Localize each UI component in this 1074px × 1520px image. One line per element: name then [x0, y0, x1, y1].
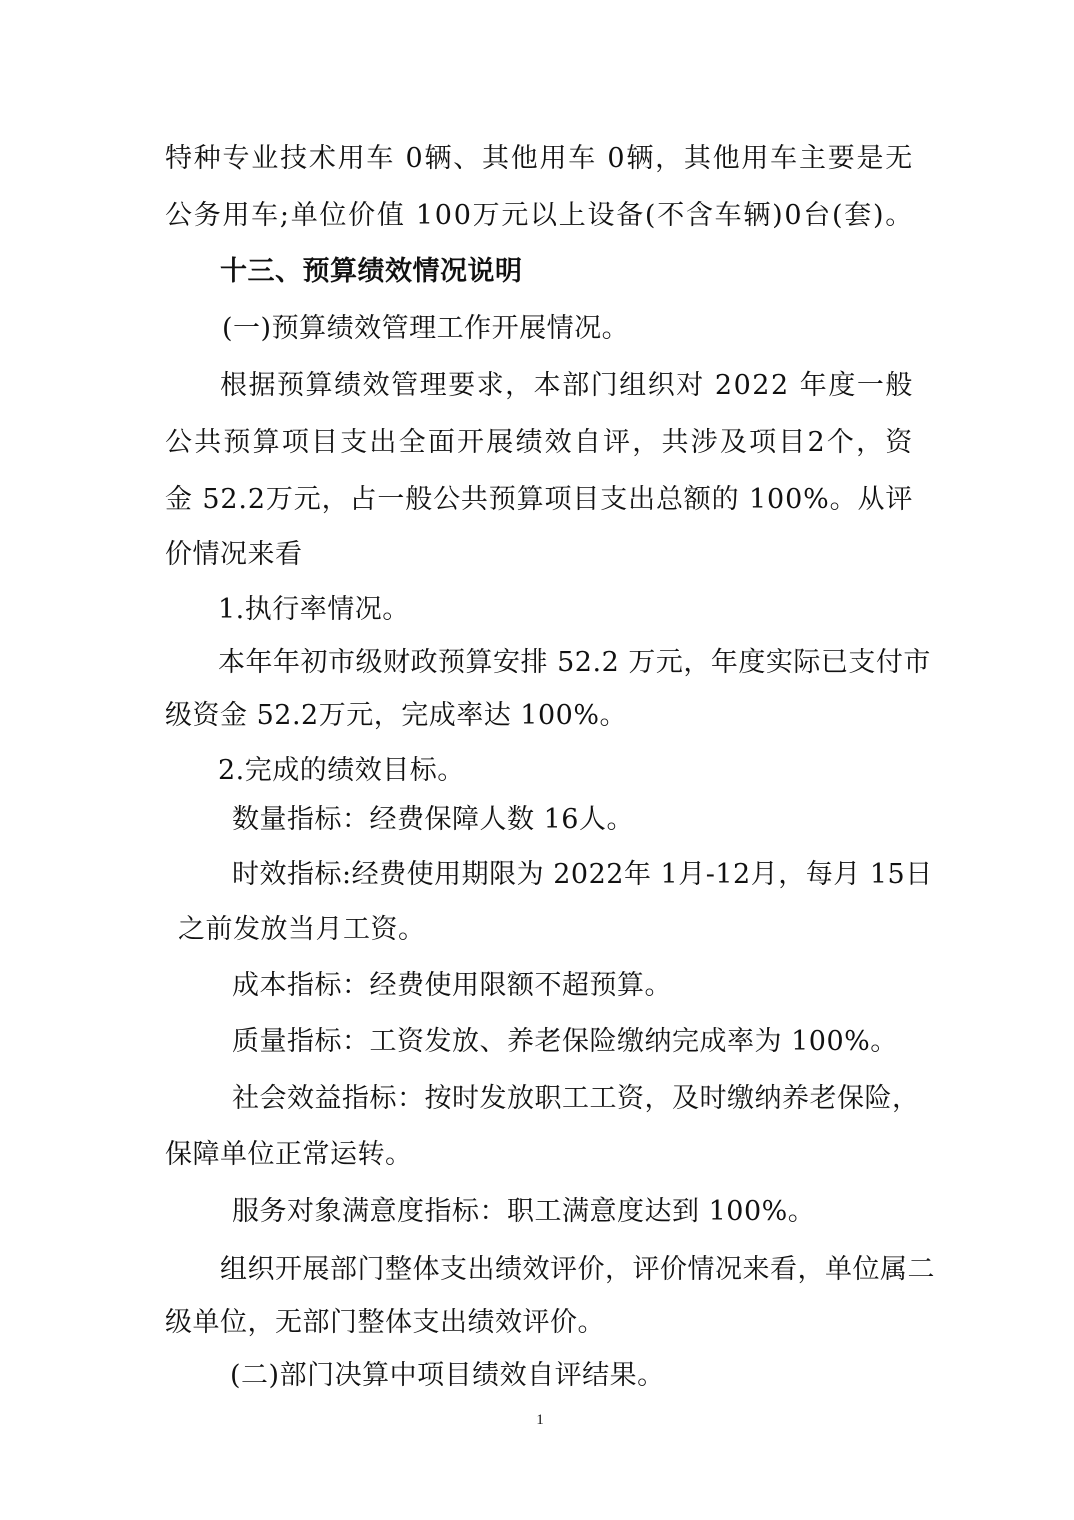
- indicator-line: 数量指标：经费保障人数 16人。: [232, 804, 634, 835]
- list-item-heading: 1.执行率情况。: [218, 594, 410, 625]
- indicator-line: 时 效 指 标 : 经 费 使 用 期 限 为 2 0 2 2 年 1 月 - 1 2 月 ， 每 月 1 5 日: [232, 859, 933, 890]
- indicator-line: 保障单位正常运转。: [165, 1139, 413, 1170]
- paragraph-line: 本 年 年 初 市 级 财 政 预 算 安 排 5 2 . 2 万 元 ， 年 度 实 际 已 支 付 市: [218, 647, 931, 678]
- paragraph-line: 公 务 用 车 ; 单 位 价 值 1 0 0 万 元 以 上 设 备 ( 不 含 车 辆 ) 0 台 ( 套 ) 。: [165, 200, 913, 231]
- paragraph-line: 级资金 52.2万元，完成率达 100%。: [165, 700, 627, 731]
- paragraph-line: 金 5 2 . 2 万 元 ， 占 一 般 公 共 预 算 项 目 支 出 总 额 的 1 0 0 % 。 从 评: [165, 484, 913, 515]
- section-heading: 十三、预算绩效情况说明: [220, 256, 523, 287]
- indicator-line: 成本指标：经费使用限额不超预算。: [232, 970, 672, 1001]
- indicator-line: 之前发放当月工资。: [178, 914, 426, 945]
- paragraph-line: 组 织 开 展 部 门 整 体 支 出 绩 效 评 价 ， 评 价 情 况 来 看 ， 单 位 属 二: [220, 1254, 935, 1285]
- list-item-heading: 2.完成的绩效目标。: [218, 755, 465, 786]
- paragraph-line: 价情况来看: [165, 539, 303, 570]
- paragraph-line: 特 种 专 业 技 术 用 车 0 辆 、 其 他 用 车 0 辆 ， 其 他 用 车 主 要 是 无: [165, 143, 913, 174]
- paragraph-line: 级单位，无部门整体支出绩效评价。: [165, 1307, 605, 1338]
- page-number: 1: [536, 1412, 544, 1428]
- indicator-line: 社 会 效 益 指 标 ： 按 时 发 放 职 工 工 资 ， 及 时 缴 纳 养 老 保 险 ，: [232, 1083, 920, 1114]
- subsection-heading: (二)部门决算中项目绩效自评结果。: [230, 1360, 665, 1391]
- subsection-heading: (一)预算绩效管理工作开展情况。: [222, 313, 630, 344]
- paragraph-line: 根 据 预 算 绩 效 管 理 要 求 ， 本 部 门 组 织 对 2 0 2 2 年 度 一 般: [220, 370, 913, 401]
- indicator-line: 质量指标：工资发放、养老保险缴纳完成率为 100%。: [232, 1026, 898, 1057]
- indicator-line: 服务对象满意度指标：职工满意度达到 100%。: [232, 1196, 816, 1227]
- paragraph-line: 公 共 预 算 项 目 支 出 全 面 开 展 绩 效 自 评 ， 共 涉 及 项 目 2 个 ， 资: [165, 427, 913, 458]
